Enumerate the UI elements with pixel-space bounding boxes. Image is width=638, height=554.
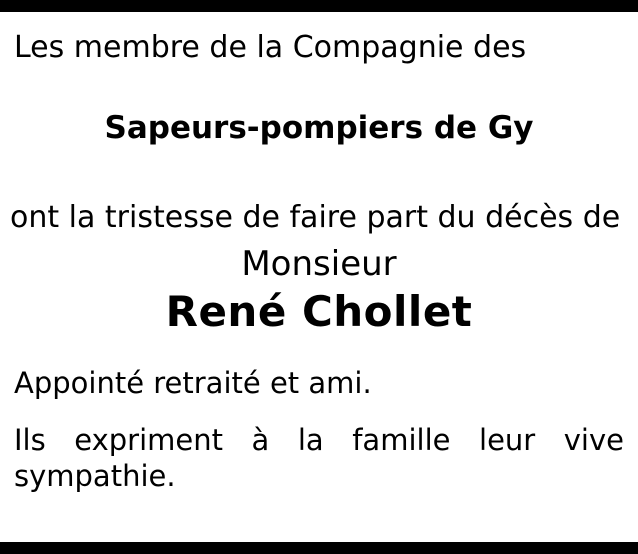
intro-text: Les membre de la Compagnie des [14, 30, 527, 65]
honorific-title: Monsieur [241, 244, 397, 285]
sympathy-text [14, 422, 624, 495]
deceased-name: René Chollet [165, 286, 473, 336]
sympathy-line-1: Ils expriment à la famille leur vive [14, 422, 624, 457]
sympathy-line-2: sympathie. [14, 458, 176, 493]
announcement-text: ont la tristesse de faire part du décès de [10, 199, 621, 235]
role-text: Appointé retraité et ami. [14, 366, 372, 401]
obituary-notice [0, 12, 638, 542]
organization-name: Sapeurs-pompiers de Gy [104, 110, 534, 147]
